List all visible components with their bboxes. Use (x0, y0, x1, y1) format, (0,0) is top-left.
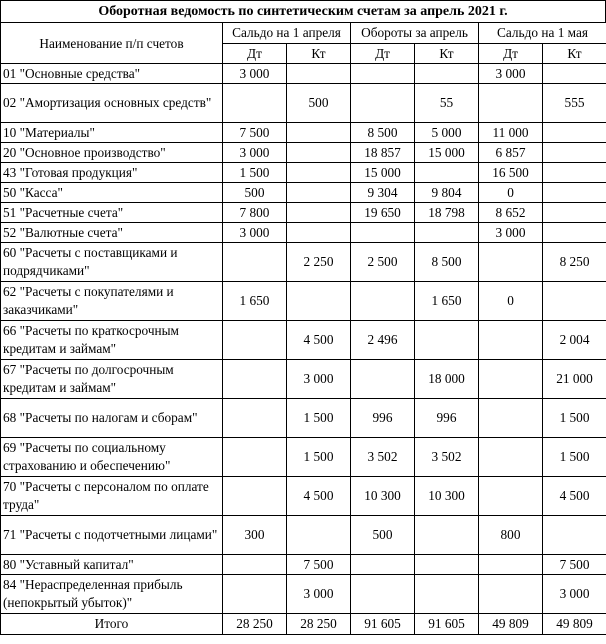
total-cell: 91 605 (351, 614, 415, 635)
account-name-cell: 84 "Нераспределенная прибыль (непокрытый убыток)" (1, 575, 223, 614)
account-name-cell: 60 "Расчеты с поставщиками и подрядчиками" (1, 243, 223, 282)
amount-cell (351, 555, 415, 575)
account-name-cell: 66 "Расчеты по краткосрочным кредитам и займам" (1, 321, 223, 360)
amount-cell (351, 282, 415, 321)
amount-cell: 1 500 (543, 438, 606, 477)
amount-cell: 8 250 (543, 243, 606, 282)
account-name-cell: 51 "Расчетные счета" (1, 203, 223, 223)
amount-cell (479, 399, 543, 438)
amount-cell (287, 223, 351, 243)
account-name-cell: 80 "Уставный капитал" (1, 555, 223, 575)
amount-cell (543, 183, 606, 203)
amount-cell (543, 203, 606, 223)
header-closing-balance: Сальдо на 1 мая (479, 23, 606, 44)
table-row (1, 399, 606, 438)
amount-cell (351, 575, 415, 614)
amount-cell: 3 000 (223, 64, 287, 84)
header-debit: Дт (223, 43, 287, 64)
table-row (1, 555, 606, 575)
amount-cell (351, 64, 415, 84)
amount-cell: 500 (351, 516, 415, 555)
table-body (1, 64, 606, 614)
amount-cell: 7 500 (223, 123, 287, 143)
amount-cell: 9 804 (415, 183, 479, 203)
header-opening-balance: Сальдо на 1 апреля (223, 23, 351, 44)
amount-cell: 1 500 (287, 399, 351, 438)
header-account-name: Наименование п/п счетов (1, 23, 223, 64)
amount-cell: 11 000 (479, 123, 543, 143)
amount-cell: 3 000 (479, 223, 543, 243)
amount-cell: 3 000 (287, 575, 351, 614)
account-name-cell: 50 "Касса" (1, 183, 223, 203)
amount-cell (287, 282, 351, 321)
amount-cell (415, 321, 479, 360)
account-name-cell: 68 "Расчеты по налогам и сборам" (1, 399, 223, 438)
amount-cell (479, 84, 543, 123)
amount-cell: 1 650 (415, 282, 479, 321)
table-row (1, 282, 606, 321)
table-row (1, 575, 606, 614)
amount-cell (543, 143, 606, 163)
header-credit: Кт (415, 43, 479, 64)
amount-cell (287, 163, 351, 183)
amount-cell: 3 000 (479, 64, 543, 84)
amount-cell: 2 500 (351, 243, 415, 282)
account-name-cell: 62 "Расчеты с покупателями и заказчиками" (1, 282, 223, 321)
amount-cell (415, 575, 479, 614)
amount-cell: 1 500 (287, 438, 351, 477)
header-credit: Кт (287, 43, 351, 64)
amount-cell (287, 143, 351, 163)
amount-cell: 3 000 (543, 575, 606, 614)
amount-cell: 7 500 (287, 555, 351, 575)
total-label: Итого (1, 614, 223, 635)
amount-cell (479, 360, 543, 399)
sheet-title: Оборотная ведомость по синтетическим счетам за апрель 2021 г. (0, 0, 606, 22)
table-row (1, 123, 606, 143)
account-name-cell: 10 "Материалы" (1, 123, 223, 143)
amount-cell (543, 123, 606, 143)
amount-cell: 300 (223, 516, 287, 555)
amount-cell (415, 163, 479, 183)
account-name-cell: 70 "Расчеты с персоналом по оплате труда" (1, 477, 223, 516)
amount-cell: 18 798 (415, 203, 479, 223)
account-name-cell: 69 "Расчеты по социальному страхованию и обеспечению" (1, 438, 223, 477)
amount-cell (223, 243, 287, 282)
amount-cell (351, 84, 415, 123)
table-row (1, 84, 606, 123)
amount-cell (351, 223, 415, 243)
amount-cell (479, 555, 543, 575)
amount-cell (223, 321, 287, 360)
table-row (1, 143, 606, 163)
table-row (1, 203, 606, 223)
account-name-cell: 71 "Расчеты с подотчетными лицами" (1, 516, 223, 555)
amount-cell: 8 500 (415, 243, 479, 282)
table-row (1, 516, 606, 555)
amount-cell: 996 (351, 399, 415, 438)
header-turnover: Обороты за апрель (351, 23, 479, 44)
amount-cell (479, 477, 543, 516)
amount-cell: 2 496 (351, 321, 415, 360)
amount-cell: 3 502 (415, 438, 479, 477)
turnover-table (0, 22, 606, 635)
amount-cell: 3 000 (223, 223, 287, 243)
amount-cell (543, 64, 606, 84)
amount-cell: 500 (287, 84, 351, 123)
amount-cell: 5 000 (415, 123, 479, 143)
table-header (1, 23, 606, 64)
amount-cell: 55 (415, 84, 479, 123)
table-row (1, 64, 606, 84)
amount-cell (223, 477, 287, 516)
amount-cell: 7 800 (223, 203, 287, 223)
amount-cell: 15 000 (415, 143, 479, 163)
account-name-cell: 02 "Амортизация основных средств" (1, 84, 223, 123)
header-debit: Дт (479, 43, 543, 64)
amount-cell (415, 223, 479, 243)
amount-cell (415, 555, 479, 575)
amount-cell (479, 438, 543, 477)
amount-cell: 18 857 (351, 143, 415, 163)
amount-cell: 15 000 (351, 163, 415, 183)
amount-cell: 1 650 (223, 282, 287, 321)
amount-cell (479, 243, 543, 282)
account-name-cell: 01 "Основные средства" (1, 64, 223, 84)
amount-cell (543, 163, 606, 183)
amount-cell (223, 575, 287, 614)
amount-cell: 3 000 (223, 143, 287, 163)
amount-cell: 4 500 (287, 477, 351, 516)
amount-cell: 18 000 (415, 360, 479, 399)
amount-cell: 500 (223, 183, 287, 203)
amount-cell: 2 004 (543, 321, 606, 360)
amount-cell: 3 502 (351, 438, 415, 477)
amount-cell (223, 399, 287, 438)
total-cell: 91 605 (415, 614, 479, 635)
amount-cell (287, 203, 351, 223)
amount-cell (543, 223, 606, 243)
amount-cell: 8 500 (351, 123, 415, 143)
total-cell: 28 250 (223, 614, 287, 635)
amount-cell (415, 64, 479, 84)
table-row (1, 223, 606, 243)
amount-cell: 6 857 (479, 143, 543, 163)
amount-cell: 0 (479, 282, 543, 321)
table-row (1, 477, 606, 516)
amount-cell (543, 282, 606, 321)
amount-cell (543, 516, 606, 555)
total-cell: 49 809 (543, 614, 606, 635)
account-name-cell: 43 "Готовая продукция" (1, 163, 223, 183)
amount-cell: 19 650 (351, 203, 415, 223)
amount-cell (223, 84, 287, 123)
table-row (1, 183, 606, 203)
table-row (1, 163, 606, 183)
amount-cell: 800 (479, 516, 543, 555)
amount-cell: 21 000 (543, 360, 606, 399)
total-row (1, 614, 606, 635)
amount-cell (223, 555, 287, 575)
amount-cell (479, 321, 543, 360)
table-row (1, 243, 606, 282)
table-row (1, 438, 606, 477)
amount-cell: 9 304 (351, 183, 415, 203)
amount-cell: 16 500 (479, 163, 543, 183)
amount-cell (223, 438, 287, 477)
total-cell: 28 250 (287, 614, 351, 635)
amount-cell: 996 (415, 399, 479, 438)
amount-cell (415, 516, 479, 555)
amount-cell: 555 (543, 84, 606, 123)
amount-cell: 7 500 (543, 555, 606, 575)
amount-cell (287, 123, 351, 143)
account-name-cell: 67 "Расчеты по долгосрочным кредитам и займам" (1, 360, 223, 399)
account-name-cell: 52 "Валютные счета" (1, 223, 223, 243)
amount-cell (479, 575, 543, 614)
table-row (1, 360, 606, 399)
amount-cell: 4 500 (287, 321, 351, 360)
amount-cell (287, 64, 351, 84)
amount-cell (351, 360, 415, 399)
amount-cell (287, 516, 351, 555)
account-name-cell: 20 "Основное производство" (1, 143, 223, 163)
amount-cell: 4 500 (543, 477, 606, 516)
amount-cell: 8 652 (479, 203, 543, 223)
amount-cell (287, 183, 351, 203)
amount-cell: 2 250 (287, 243, 351, 282)
amount-cell: 10 300 (351, 477, 415, 516)
amount-cell (223, 360, 287, 399)
amount-cell: 1 500 (543, 399, 606, 438)
header-credit: Кт (543, 43, 606, 64)
amount-cell: 0 (479, 183, 543, 203)
total-cell: 49 809 (479, 614, 543, 635)
amount-cell: 3 000 (287, 360, 351, 399)
table-row (1, 321, 606, 360)
amount-cell: 10 300 (415, 477, 479, 516)
header-debit: Дт (351, 43, 415, 64)
amount-cell: 1 500 (223, 163, 287, 183)
